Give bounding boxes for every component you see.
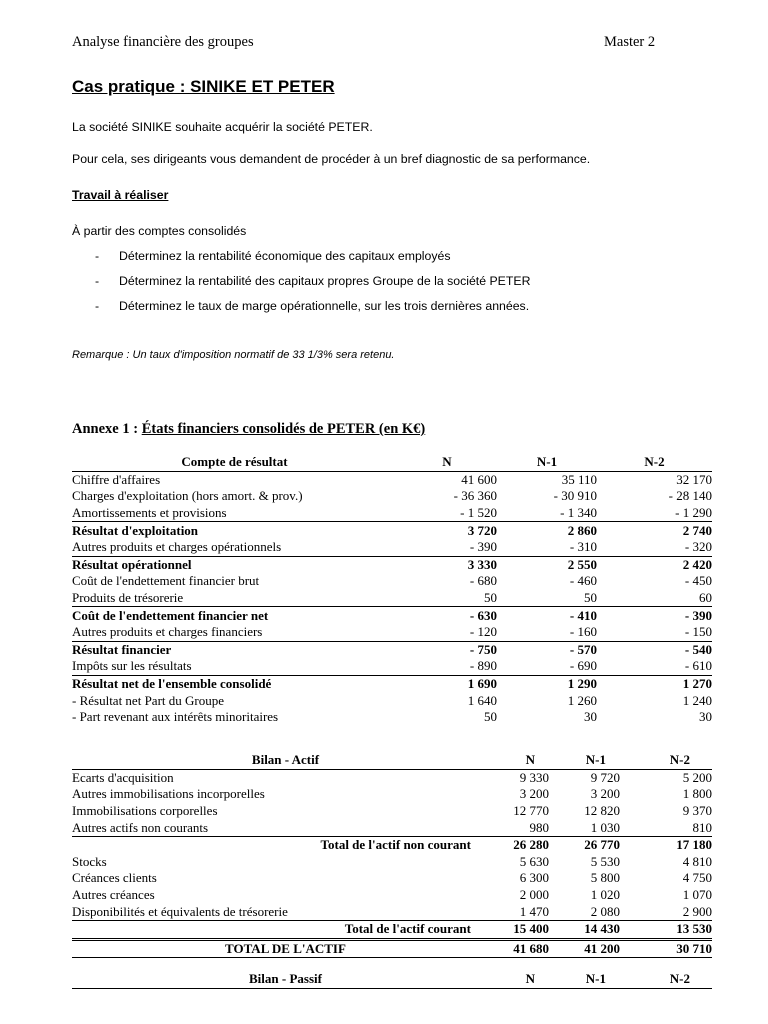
table-row [72,786,712,803]
cell-value: 3 200 [519,786,549,802]
cell-value: - 28 140 [668,488,712,504]
cell-value: 1 690 [397,675,497,692]
row-label: Résultat net de l'ensemble consolidé [72,675,397,692]
row-label: Chiffre d'affaires [72,471,161,487]
table-row [72,573,712,590]
row-label: Autres produits et charges financiers [72,624,263,640]
table-row [72,709,712,726]
table-header-row [72,752,712,769]
bullet-dash: - [95,299,100,313]
row-label: Coût de l'endettement financier net [72,607,397,624]
row-label: Autres immobilisations incorporelles [72,786,265,802]
cell-value: 6 300 [519,870,549,886]
cell-value: 30 710 [620,939,712,958]
cell-value: 13 530 [620,920,712,939]
cell-value: - 120 [469,624,497,640]
cell-value: 41 680 [499,939,549,958]
cell-value: 1 470 [519,903,549,919]
work-heading: Travail à réaliser [72,188,169,202]
table-row [72,854,712,871]
row-label: Ecarts d'acquisition [72,769,174,785]
cell-value: 1 290 [497,675,597,692]
cell-value: 50 [484,709,497,725]
row-label: Amortissements et provisions [72,505,227,521]
bullet-item [95,299,529,313]
table-header-row [72,971,712,988]
cell-value: - 690 [569,658,597,674]
cell-value: 5 530 [590,853,620,869]
table-row [72,522,712,539]
cell-value: 2 550 [497,556,597,573]
annex-heading [72,421,425,438]
row-label: Stocks [72,853,107,869]
cell-value: 2 420 [597,556,712,573]
row-label: Autres actifs non courants [72,819,209,835]
cell-value: 1 640 [467,692,497,708]
bullet-dash: - [95,274,100,288]
row-label: Coût de l'endettement financier brut [72,573,260,589]
column-header-year: N [499,971,549,988]
table-row [72,539,712,556]
cell-value: - 1 290 [675,505,712,521]
header-course-title: Analyse financière des groupes [72,34,254,50]
page-title: Cas pratique : SINIKE ET PETER [72,77,335,96]
cell-value: - 750 [397,641,497,658]
cell-value: 1 270 [597,675,712,692]
cell-value: 14 430 [549,920,620,939]
intro-paragraph: La société SINIKE souhaite acquérir la société PETER. [72,120,373,134]
table-row [72,903,712,920]
cell-value: 1 030 [590,819,620,835]
cell-value: 1 020 [590,887,620,903]
cell-value: 35 110 [561,471,597,487]
cell-value: 1 070 [682,887,712,903]
cell-value: 15 400 [499,920,549,939]
column-header-label: Compte de résultat [72,454,397,471]
row-label: Immobilisations corporelles [72,803,218,819]
cell-value: - 1 340 [560,505,597,521]
row-label: - Résultat net Part du Groupe [72,692,224,708]
column-header-year: N-2 [620,752,712,769]
column-header-label: Bilan - Actif [72,752,499,769]
row-label: Total de l'actif non courant [72,836,499,853]
column-header-year: N-1 [549,752,620,769]
table-row [72,624,712,641]
cell-value: 5 800 [590,870,620,886]
cell-value: - 320 [684,539,712,555]
cell-value: 12 820 [584,803,620,819]
row-label: Impôts sur les résultats [72,658,192,674]
cell-value: 980 [529,819,549,835]
table-row [72,488,712,505]
cell-value: - 890 [469,658,497,674]
cell-value: 3 720 [397,522,497,539]
header-level: Master 2 [604,34,656,50]
cell-value: - 410 [497,607,597,624]
table-row [72,887,712,904]
cell-value: - 680 [469,573,497,589]
cell-value: 1 800 [682,786,712,802]
cell-value: 5 200 [682,769,712,785]
table-row [72,556,712,573]
column-header-year: N-2 [597,454,712,471]
cell-value: 1 260 [567,692,597,708]
table-row [72,803,712,820]
cell-value: - 450 [684,573,712,589]
cell-value: 50 [584,590,597,606]
cell-value: 9 330 [519,769,549,785]
cell-value: - 540 [597,641,712,658]
balance-assets-table [72,752,712,958]
bullet-text: Déterminez la rentabilité des capitaux propres Groupe de la société PETER [119,274,531,288]
cell-value: 50 [484,590,497,606]
bullet-item [95,249,451,263]
cell-value: 4 810 [682,853,712,869]
table-row [72,505,712,522]
bullet-dash: - [95,249,100,263]
column-header-year: N-1 [549,971,620,988]
cell-value: 41 200 [549,939,620,958]
cell-value: 1 240 [682,692,712,708]
cell-value: - 630 [397,607,497,624]
cell-value: - 30 910 [553,488,597,504]
column-header-year: N [397,454,497,471]
cell-value: 26 770 [549,836,620,853]
cell-value: 3 200 [590,786,620,802]
cell-value: - 390 [469,539,497,555]
cell-value: - 1 520 [460,505,497,521]
cell-value: 30 [699,709,712,725]
column-header-label: Bilan - Passif [72,971,499,988]
row-label: Résultat opérationnel [72,556,397,573]
table-row [72,939,712,958]
cell-value: - 310 [569,539,597,555]
row-label: Total de l'actif courant [72,920,499,939]
table-header-row [72,454,712,471]
column-header-year: N-2 [620,971,712,988]
bullet-text: Déterminez le taux de marge opérationnelle, sur les trois dernières années. [119,299,530,313]
cell-value: - 610 [684,658,712,674]
table-row [72,675,712,692]
cell-value: 2 860 [497,522,597,539]
table-row [72,836,712,853]
cell-value: - 570 [497,641,597,658]
cell-value: 9 370 [682,803,712,819]
cell-value: 12 770 [513,803,549,819]
row-label: TOTAL DE L'ACTIF [72,939,499,958]
intro-paragraph: Pour cela, ses dirigeants vous demandent de procéder à un bref diagnostic de sa performance. [72,152,591,166]
column-header-year: N-1 [497,454,597,471]
row-label: Produits de trésorerie [72,590,184,606]
income-statement-table [72,454,712,726]
cell-value: - 160 [569,624,597,640]
cell-value: 4 750 [682,870,712,886]
table-row [72,769,712,786]
work-lead: À partir des comptes consolidés [72,224,247,238]
cell-value: 9 720 [590,769,620,785]
cell-value: 2 740 [597,522,712,539]
cell-value: 60 [699,590,712,606]
table-row [72,471,712,488]
cell-value: 2 000 [519,887,549,903]
cell-value: - 36 360 [453,488,497,504]
remark: Remarque : Un taux d'imposition normatif de 33 1/3% sera retenu. [72,349,395,361]
table-row [72,658,712,675]
row-label: Disponibilités et équivalents de trésorerie [72,903,288,919]
row-label: - Part revenant aux intérêts minoritaires [72,709,279,725]
cell-value: 32 170 [676,471,712,487]
table-row [72,870,712,887]
cell-value: 2 080 [590,903,620,919]
cell-value: 17 180 [620,836,712,853]
row-label: Autres créances [72,887,155,903]
annex-title: États financiers consolidés de PETER (en K€) [141,421,426,437]
annex-prefix: Annexe 1 : [72,421,142,437]
cell-value: 30 [584,709,597,725]
row-label: Résultat financier [72,641,397,658]
row-label: Autres produits et charges opérationnels [72,539,282,555]
balance-liabilities-table [72,971,712,989]
table-row [72,641,712,658]
cell-value: 810 [692,819,712,835]
cell-value: 41 600 [461,471,497,487]
cell-value: - 390 [597,607,712,624]
table-row [72,920,712,939]
cell-value: 3 330 [397,556,497,573]
cell-value: - 150 [684,624,712,640]
column-header-year: N [499,752,549,769]
row-label: Charges d'exploitation (hors amort. & prov.) [72,488,303,504]
cell-value: - 460 [569,573,597,589]
bullet-text: Déterminez la rentabilité économique des capitaux employés [119,249,451,263]
cell-value: 2 900 [682,903,712,919]
table-row [72,692,712,709]
cell-value: 5 630 [519,853,549,869]
bullet-item [95,274,530,288]
row-label: Créances clients [72,870,157,886]
row-label: Résultat d'exploitation [72,522,397,539]
table-row [72,607,712,624]
table-row [72,819,712,836]
cell-value: 26 280 [499,836,549,853]
table-row [72,590,712,607]
